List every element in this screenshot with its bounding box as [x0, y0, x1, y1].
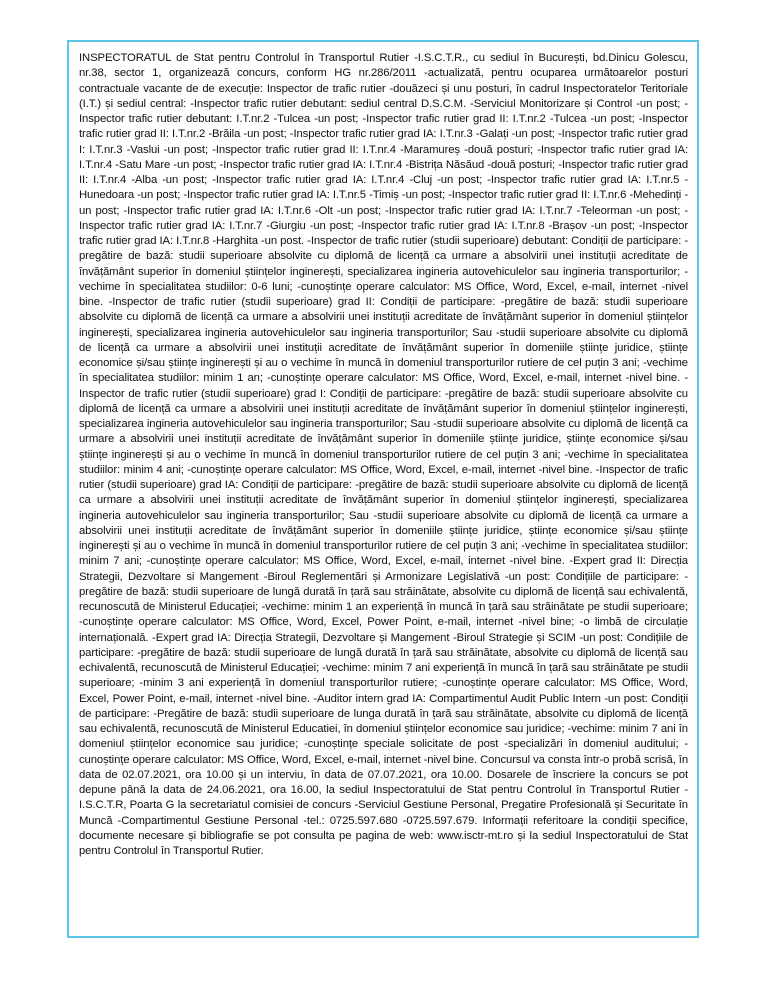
announcement-text: INSPECTORATUL de Stat pentru Controlul în Transportul Rutier -I.S.C.T.R., cu sediul în București, bd.Dinicu Golescu, nr.38, sector 1, organizează concurs, conform HG nr.286/2011 -actualizată, pentru ocuparea următoarelor posturi contractuale vacante de de execuție: Inspector de trafic rutier -douăzeci și unu posturi, în cadrul Inspectoratelor Teritoriale (I.T.) și sediul central: -Inspector trafic rutier debutant: sediul central D.S.C.M. -Serviciul Monitorizare și Control -un post; -Inspector trafic rutier debutant: I.T.nr.2 -Tulcea -un post; -Inspector trafic rutier grad II: I.T.nr.2 -Tulcea -un post; -Inspector trafic rutier grad II: I.T.nr.2 -Brăila -un post; -Inspector trafic rutier grad IA: I.T.nr.3 -Galați -un post; -Inspector trafic rutier grad I: I.T.nr.3 -Vaslui -un post; -Inspector trafic rutier grad II: I.T.nr.4 -Maramureș -două posturi; -Inspector trafic rutier grad IA: I.T.nr.4 -Satu Mare -un post; -Inspector trafic rutier grad IA: I.T.nr.4 -Bistrița Năsăud -două posturi; -Inspector trafic rutier grad II: I.T.nr.4 -Alba -un post; -Inspector trafic rutier grad IA: I.T.nr.4 -Cluj -un post; -Inspector trafic rutier grad IA: I.T.nr.5 -Hunedoara -un post; -Inspector trafic rutier grad IA: I.T.nr.5 -Timiș -un post; -Inspector trafic rutier grad II: I.T.nr.6 -Mehedinți -un post; -Inspector trafic rutier grad IA: I.T.nr.6 -Olt -un post; -Inspector trafic rutier grad IA: I.T.nr.7 -Teleorman -un post; -Inspector trafic rutier grad IA: I.T.nr.7 -Giurgiu -un post; -Inspector trafic rutier grad IA: I.T.nr.8 -Brașov -un post; -Inspector trafic rutier grad IA: I.T.nr.8 -Harghita -un post. -Inspector de trafic rutier (studii superioare) debutant: Condiții de participare: -pregătire de bază: studii superioare absolvite cu diplomă de licență ca urmare a absolvirii unei instituții acreditate de învățământ superior în domeniul științelor inginerești, specializarea ingineria autovehiculelor sau ingineria transporturilor; -vechime în specialitatea studiilor: 0-6 luni; -cunoștințe operare calculator: MS Office, Word, Excel, e-mail, internet -nivel bine. -Inspector de trafic rutier (studii superioare) grad II: Condiții de participare: -pregătire de bază: studii superioare absolvite cu diplomă de licență ca urmare a absolvirii unei instituții acreditate de învățământ superior în domeniul științelor inginerești, specializarea ingineria autovehiculelor sau ingineria transporturilor; Sau -studii superioare absolvite cu diplomă de licență ca urmare a absolvirii unei instituții acreditate de învățământ superior în domeniile științe juridice, științe economice și/sau științe inginerești și au o vechime în muncă în domeniul transporturilor rutiere de cel puțin 3 ani; -vechime în specialitatea studiilor: minim 1 an; -cunoștințe operare calculator: MS Office, Word, Excel, e-mail, internet -nivel bine. -Inspector de trafic rutier (studii superioare) grad I: Condiții de participare: -pregătire de bază: studii superioare absolvite cu diplomă de licență ca urmare a absolvirii unei instituții acreditate de învățământ superior în domeniul științelor inginerești, specializarea ingineria autovehiculelor sau ingineria transporturilor; Sau -studii superioare absolvite cu diplomă de licență ca urmare a absolvirii unei instituții acreditate de învățământ superior în domeniile științe juridice, științe economice și/sau științe inginerești și au o vechime în muncă în domeniul transporturilor rutiere de cel puțin 3 ani; -vechime în specialitatea studiilor: minim 4 ani; -cunoștințe operare calculator: MS Office, Word, Excel, e-mail, internet -nivel bine. -Inspector de trafic rutier (studii superioare) grad IA: Condiții de participare: -pregătire de bază: studii superioare absolvite cu diplomă de licență ca urmare a absolvirii unei instituții acreditate de învățământ superior în domeniul științelor inginerești, specializarea ingineria autovehiculelor sau ingineria transporturilor; Sau -studii superioare absolvite cu diplomă de licență ca urmare a absolvirii unei instituții acreditate de învățământ superior în domeniile științe juridice, științe economice și/sau științe inginerești și au o vechime în muncă în domeniul transporturilor rutiere de cel puțin 3 ani; -vechime în specialitatea studiilor: minim 7 ani; -cunoștințe operare calculator: MS Office, Word, Excel, e-mail, internet -nivel bine. -Expert grad II: Direcția Strategii, Dezvoltare si Mangement -Biroul Reglementări și Armonizare Legislativă -un post: Condițiile de participare: -pregătire de bază: studii superioare de lungă durată în țară sau străinătate, absolvite cu diplomă de licență sau echivalentă, recunoscută de Ministerul Educației; -vechime: minim 1 an experiență în muncă în țară sau străinătate pe studii superioare; -cunoștințe operare calculator: MS Office, Word, Excel, Power Point, e-mail, internet -nivel bine; -o limbă de circulație internațională. -Expert grad IA: Direcția Strategii, Dezvoltare și Mangement -Biroul Strategie și SCIM -un post: Condițiile de participare: -pregătire de bază: studii superioare de lungă durată în țară sau străinătate, absolvite cu diplomă de licență sau echivalentă, recunoscută de Ministerul Educației; -vechime: minim 7 ani experiență în muncă în țară sau străinătate pe studii superioare; -minim 3 ani experiență în domeniul transporturilor rutiere; -cunoștințe operare calculator: MS Office, Word, Excel, Power Point, e-mail, internet -nivel bine. -Auditor intern grad IA: Compartimentul Audit Public Intern -un post: Condiții de participare: -Pregătire de bază: studii superioare de lunga durată în țară sau străinătate, absolvite cu diplomă de licență sau echivalentă, recunoscută de Ministerul Educatiei, în domeniul științelor economice sau juridice; -vechime: minim 7 ani în domeniul științelor economice sau juridice; -cunoștințe speciale solicitate de post -specializări în domeniul auditului; -cunoștințe operare calculator: MS Office, Word, Excel, e-mail, internet -nivel bine. Concursul va consta într-o probă scrisă, în data de 02.07.2021, ora 10.00 și un interviu, în data de 07.07.2021, ora 10.00. Dosarele de înscriere la concurs se pot depune până la data de 24.06.2021, ora 16.00, la sediul Inspectoratului de Stat pentru Controlul în Transportul Rutier -I.S.C.T.R, Poarta G la secretariatul comisiei de concurs -Serviciul Gestiune Personal, Pregatire Profesională și Securitate în Muncă -Compartimentul Gestiune Personal -tel.: 0725.597.680 -0725.597.679. Informații referitoare la condiții specifice, documente necesare și bibliografie se pot consulta pe pagina de web: www.isctr-mt.ro și la sediul Inspectoratului de Stat pentru Controlul în Transportul Rutier.: [79, 52, 689, 857]
announcement-box: [67, 40, 699, 938]
